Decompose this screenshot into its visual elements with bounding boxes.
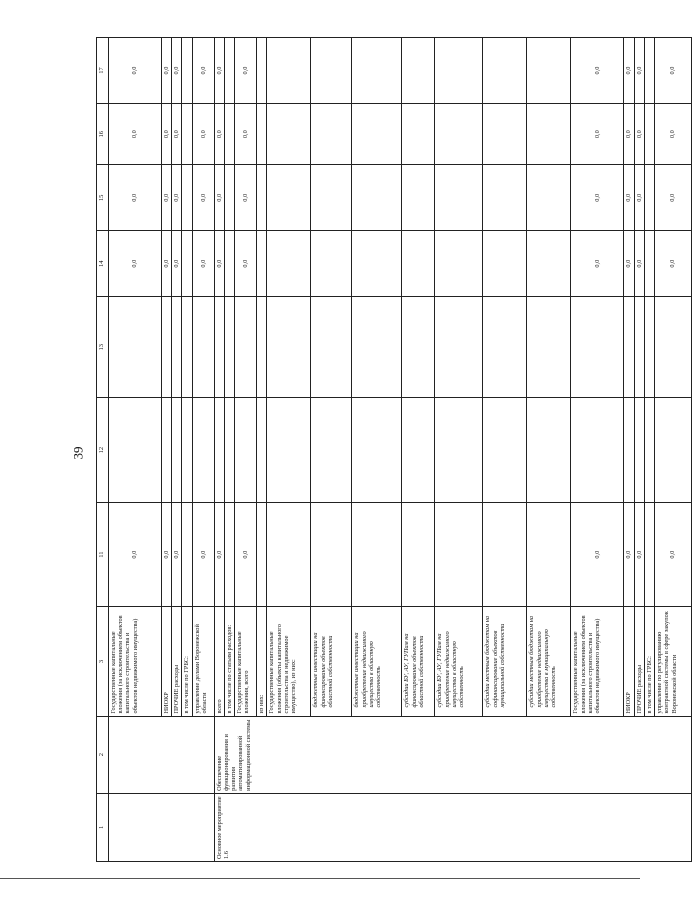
empty-cell	[214, 398, 224, 503]
empty-cell	[192, 297, 214, 398]
empty-cell	[624, 398, 634, 503]
empty-cell	[214, 297, 224, 398]
empty-cell	[182, 231, 192, 297]
empty-cell	[235, 398, 257, 503]
row-label: НИОКР	[624, 607, 634, 716]
row-label: в том числе по статьям расходов:	[224, 607, 234, 716]
empty-cell	[311, 502, 352, 607]
row-label: ПРОЧИЕ расходы	[634, 607, 644, 716]
empty-cell	[352, 165, 402, 231]
value-cell: 0,0	[172, 38, 182, 104]
value-cell: 0,0	[624, 104, 634, 165]
value-cell: 0,0	[655, 104, 692, 165]
value-cell: 0,0	[235, 38, 257, 104]
header-col-1: 1	[97, 793, 109, 861]
empty-cell	[267, 104, 311, 165]
empty-cell	[311, 297, 352, 398]
empty-cell	[257, 104, 267, 165]
row-label: бюджетные инвестиции на приобретение недвижимого имущества в областную собственность	[352, 607, 402, 716]
header-col-11: 11	[97, 502, 109, 607]
value-cell: 0,0	[634, 502, 644, 607]
empty-cell	[435, 502, 483, 607]
value-cell: 0,0	[109, 502, 162, 607]
value-cell: 0,0	[192, 231, 214, 297]
value-cell: 0,0	[109, 104, 162, 165]
empty-cell	[267, 38, 311, 104]
row-label: НИОКР	[162, 607, 172, 716]
item-number-cell: Основное мероприятие 1.6	[214, 793, 691, 861]
empty-cell	[224, 297, 234, 398]
value-cell: 0,0	[571, 231, 624, 297]
empty-cell	[483, 297, 527, 398]
value-cell: 0,0	[192, 104, 214, 165]
value-cell: 0,0	[235, 502, 257, 607]
empty-cell	[352, 502, 402, 607]
header-col-17: 17	[97, 38, 109, 104]
empty-cell	[162, 398, 172, 503]
empty-cell	[162, 297, 172, 398]
empty-cell	[257, 297, 267, 398]
empty-cell	[224, 38, 234, 104]
empty-cell	[527, 104, 571, 165]
empty-cell	[172, 297, 182, 398]
empty-cell	[257, 398, 267, 503]
empty-cell	[483, 104, 527, 165]
value-cell: 0,0	[214, 104, 224, 165]
value-cell: 0,0	[214, 502, 224, 607]
value-cell: 0,0	[571, 502, 624, 607]
row-label: субсидии местным бюджетам на приобретение недвижимого имущества в муниципальную собственность	[527, 607, 571, 716]
empty-cell	[311, 38, 352, 104]
empty-cell	[644, 231, 654, 297]
empty-cell	[527, 165, 571, 231]
empty-cell	[352, 104, 402, 165]
empty-cell	[571, 297, 624, 398]
row-label: в том числе по ГРБС:	[182, 607, 192, 716]
empty-cell	[311, 104, 352, 165]
empty-cell	[109, 297, 162, 398]
value-cell: 0,0	[235, 104, 257, 165]
empty-cell	[435, 38, 483, 104]
empty-cell	[224, 165, 234, 231]
empty-cell	[483, 398, 527, 503]
header-row	[97, 38, 109, 862]
empty-cell	[182, 502, 192, 607]
rotated-table-wrapper	[96, 37, 678, 862]
empty-cell	[224, 231, 234, 297]
empty-cell	[267, 398, 311, 503]
budget-table	[96, 37, 692, 862]
value-cell: 0,0	[214, 165, 224, 231]
empty-cell	[182, 297, 192, 398]
empty-cell	[527, 231, 571, 297]
empty-cell	[267, 231, 311, 297]
empty-cell	[182, 398, 192, 503]
value-cell: 0,0	[172, 502, 182, 607]
empty-cell	[483, 231, 527, 297]
value-cell: 0,0	[655, 502, 692, 607]
value-cell: 0,0	[655, 38, 692, 104]
value-cell: 0,0	[235, 231, 257, 297]
row-label: Государственные капитальные вложения, всего	[235, 607, 257, 716]
empty-cell	[435, 297, 483, 398]
header-col-16: 16	[97, 104, 109, 165]
empty-cell	[311, 398, 352, 503]
row-label: Государственные капитальные вложения (объекты капитального строительства и недвижимое имущество), из них:	[267, 607, 311, 716]
row-label: из них:	[257, 607, 267, 716]
row-label: управление по регулированию контрактной системы в сфере закупок Воронежской области	[655, 607, 692, 716]
value-cell: 0,0	[109, 165, 162, 231]
empty-cell	[644, 104, 654, 165]
empty-cell	[402, 104, 435, 165]
empty-cell	[235, 297, 257, 398]
empty-cell	[571, 398, 624, 503]
empty-cell	[224, 502, 234, 607]
empty-cell	[402, 38, 435, 104]
empty-cell	[267, 502, 311, 607]
empty-cell	[311, 231, 352, 297]
value-cell: 0,0	[172, 104, 182, 165]
value-cell: 0,0	[235, 165, 257, 231]
value-cell: 0,0	[634, 104, 644, 165]
value-cell: 0,0	[214, 38, 224, 104]
empty-cell	[109, 398, 162, 503]
row-label: Государственные капитальные вложения (за исключением объектов капитального строительства и объектов недвижимого имущества)	[109, 607, 162, 716]
empty-cell	[435, 398, 483, 503]
item-title-cell: Обеспечение функционирования и развития автоматизированной информационной системы	[214, 716, 691, 793]
value-cell: 0,0	[192, 502, 214, 607]
value-cell: 0,0	[571, 38, 624, 104]
empty-cell	[483, 38, 527, 104]
empty-cell	[402, 398, 435, 503]
header-col-3: 3	[97, 607, 109, 716]
empty-cell	[352, 231, 402, 297]
empty-cell	[624, 297, 634, 398]
value-cell: 0,0	[624, 165, 634, 231]
header-col-15: 15	[97, 165, 109, 231]
value-cell: 0,0	[214, 231, 224, 297]
page-number: 39	[70, 446, 86, 460]
empty-cell	[402, 502, 435, 607]
value-cell: 0,0	[162, 38, 172, 104]
value-cell: 0,0	[192, 38, 214, 104]
empty-cell	[527, 297, 571, 398]
value-cell: 0,0	[655, 231, 692, 297]
empty-cell	[483, 502, 527, 607]
empty-cell	[267, 297, 311, 398]
empty-cell	[172, 398, 182, 503]
header-col-12: 12	[97, 398, 109, 503]
bottom-rule	[0, 878, 640, 879]
value-cell: 0,0	[172, 165, 182, 231]
value-cell: 0,0	[109, 38, 162, 104]
value-cell: 0,0	[172, 231, 182, 297]
table-row	[214, 38, 224, 862]
empty-cell	[182, 38, 192, 104]
row-label: Государственные капитальные вложения (за исключением объектов капитального строительства и объектов недвижимого имущества)	[571, 607, 624, 716]
empty-cell	[527, 502, 571, 607]
empty-cell	[644, 165, 654, 231]
empty-cell	[257, 165, 267, 231]
empty-cell	[182, 104, 192, 165]
empty-cell	[644, 502, 654, 607]
empty-cell	[655, 398, 692, 503]
empty-cell	[182, 165, 192, 231]
empty-cell	[655, 297, 692, 398]
empty-cell	[224, 104, 234, 165]
empty-cell	[527, 38, 571, 104]
row-label: управление делами Воронежской области	[192, 607, 214, 716]
empty-cell	[267, 165, 311, 231]
value-cell: 0,0	[162, 165, 172, 231]
value-cell: 0,0	[192, 165, 214, 231]
table-row	[109, 38, 162, 862]
value-cell: 0,0	[634, 231, 644, 297]
row-label: субсидии БУ, АУ, ГУПам на приобретение недвижимого имущества в областную собственность	[435, 607, 483, 716]
row-label: в том числе по ГРБС:	[644, 607, 654, 716]
empty-cell	[224, 398, 234, 503]
empty-cell	[192, 398, 214, 503]
value-cell: 0,0	[655, 165, 692, 231]
value-cell: 0,0	[624, 502, 634, 607]
header-col-2: 2	[97, 716, 109, 793]
empty-cell	[109, 793, 215, 861]
value-cell: 0,0	[162, 104, 172, 165]
empty-cell	[257, 502, 267, 607]
empty-cell	[527, 398, 571, 503]
row-label: субсидии местным бюджетам на софинансирование объектов муниципальной собственности	[483, 607, 527, 716]
row-label: всего	[214, 607, 224, 716]
row-label: ПРОЧИЕ расходы	[172, 607, 182, 716]
empty-cell	[257, 38, 267, 104]
value-cell: 0,0	[571, 104, 624, 165]
value-cell: 0,0	[634, 38, 644, 104]
empty-cell	[402, 231, 435, 297]
empty-cell	[435, 104, 483, 165]
value-cell: 0,0	[109, 231, 162, 297]
empty-cell	[257, 231, 267, 297]
empty-cell	[352, 398, 402, 503]
value-cell: 0,0	[571, 165, 624, 231]
empty-cell	[634, 398, 644, 503]
empty-cell	[352, 297, 402, 398]
row-label: субсидии БУ, АУ, ГУПам на финансирование объектов областной собственности	[402, 607, 435, 716]
empty-cell	[644, 297, 654, 398]
value-cell: 0,0	[162, 231, 172, 297]
empty-cell	[644, 398, 654, 503]
value-cell: 0,0	[624, 38, 634, 104]
empty-cell	[644, 38, 654, 104]
empty-cell	[634, 297, 644, 398]
empty-cell	[311, 165, 352, 231]
empty-cell	[435, 231, 483, 297]
row-label: бюджетные инвестиции на финансирование объектов областной собственности	[311, 607, 352, 716]
empty-cell	[402, 297, 435, 398]
header-col-13: 13	[97, 297, 109, 398]
value-cell: 0,0	[624, 231, 634, 297]
empty-cell	[109, 716, 215, 793]
value-cell: 0,0	[634, 165, 644, 231]
value-cell: 0,0	[162, 502, 172, 607]
header-col-14: 14	[97, 231, 109, 297]
empty-cell	[435, 165, 483, 231]
empty-cell	[483, 165, 527, 231]
empty-cell	[402, 165, 435, 231]
empty-cell	[352, 38, 402, 104]
